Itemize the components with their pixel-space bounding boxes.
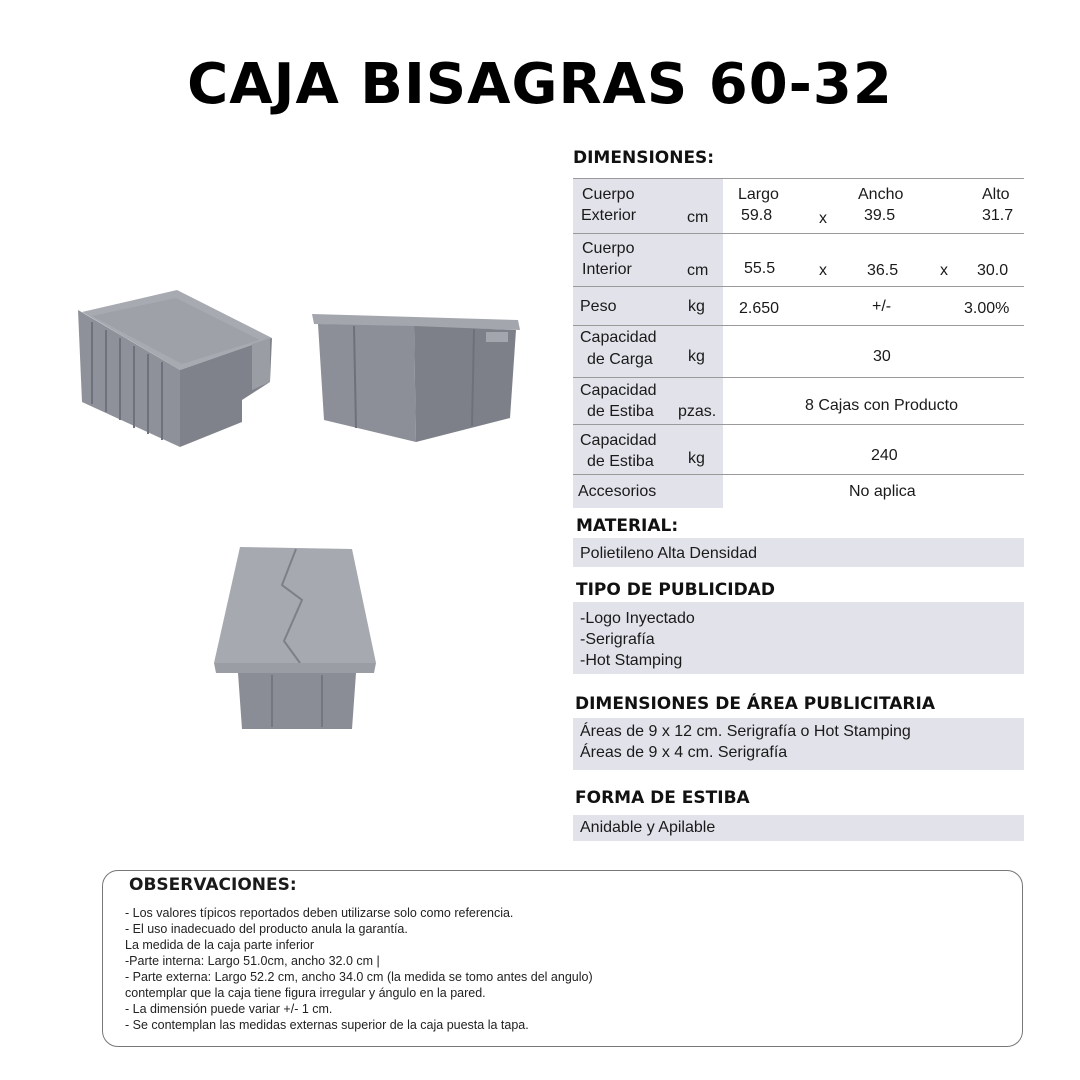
forma-value: Anidable y Apilable xyxy=(580,819,716,836)
plus-minus: +/- xyxy=(872,298,892,315)
label: Accesorios xyxy=(578,483,657,500)
box-lid-photo xyxy=(212,545,380,733)
forma-heading: FORMA DE ESTIBA xyxy=(575,788,750,808)
accesorios-value: No aplica xyxy=(849,483,916,500)
list-item: - Parte externa: Largo 52.2 cm, ancho 34.0 cm (la medida se tomo antes del angulo) xyxy=(125,970,593,984)
area-band xyxy=(573,718,1024,770)
unit: cm xyxy=(687,262,709,279)
observaciones-heading: OBSERVACIONES: xyxy=(129,875,297,895)
largo-value: 55.5 xyxy=(744,260,776,277)
list-item: Áreas de 9 x 12 cm. Serigrafía o Hot Stamping xyxy=(580,723,911,740)
header-largo: Largo xyxy=(738,186,779,203)
table-row-accesorios xyxy=(573,475,1024,508)
dimensions-table xyxy=(573,178,1024,508)
header-ancho: Ancho xyxy=(858,186,904,203)
alto-value: 30.0 xyxy=(977,262,1009,279)
area-heading: DIMENSIONES DE ÁREA PUBLICITARIA xyxy=(575,694,935,714)
unit: pzas. xyxy=(678,403,717,420)
label: de Estiba xyxy=(587,453,654,470)
list-item: contemplar que la caja tiene figura irregular y ángulo en la pared. xyxy=(125,986,486,1000)
observaciones-list xyxy=(125,905,593,1033)
unit: kg xyxy=(688,298,705,315)
unit: cm xyxy=(687,209,709,226)
list-item: - Los valores típicos reportados deben utilizarse solo como referencia. xyxy=(125,906,514,920)
ancho-value: 39.5 xyxy=(864,207,896,224)
peso-value: 2.650 xyxy=(739,300,780,317)
estiba-pzas-value: 8 Cajas con Producto xyxy=(805,397,958,414)
times-sign: x xyxy=(819,262,827,279)
label: Capacidad xyxy=(580,432,657,449)
box-open-photo xyxy=(72,282,282,452)
label: Cuerpo xyxy=(582,186,635,203)
unit: kg xyxy=(688,450,705,467)
table-row-estiba-pzas xyxy=(573,378,1024,425)
list-item: - Se contemplan las medidas externas superior de la caja puesta la tapa. xyxy=(125,1018,529,1032)
label: Capacidad xyxy=(580,329,657,346)
label: Exterior xyxy=(581,207,637,224)
largo-value: 59.8 xyxy=(741,207,773,224)
label: de Carga xyxy=(587,351,653,368)
list-item: -Hot Stamping xyxy=(580,652,683,669)
box-closed-photo xyxy=(310,310,524,448)
carga-value: 30 xyxy=(873,348,891,365)
table-row-exterior xyxy=(573,179,1024,234)
label: Cuerpo xyxy=(582,240,635,257)
times-sign: x xyxy=(819,210,827,227)
ancho-value: 36.5 xyxy=(867,262,899,279)
list-item: -Logo Inyectado xyxy=(580,610,695,627)
list-item: -Serigrafía xyxy=(580,631,655,648)
list-item: La medida de la caja parte inferior xyxy=(125,938,315,952)
list-item: - La dimensión puede variar +/- 1 cm. xyxy=(125,1002,333,1016)
unit: kg xyxy=(688,348,705,365)
tolerance-value: 3.00% xyxy=(964,300,1010,317)
page-title: CAJA BISAGRAS 60-32 xyxy=(187,52,893,117)
material-value: Polietileno Alta Densidad xyxy=(580,545,758,562)
estiba-kg-value: 240 xyxy=(871,447,898,464)
label: Capacidad xyxy=(580,382,657,399)
publicidad-heading: TIPO DE PUBLICIDAD xyxy=(576,580,775,600)
times-sign: x xyxy=(940,262,948,279)
label: Interior xyxy=(582,261,632,278)
alto-value: 31.7 xyxy=(982,207,1014,224)
list-item: - El uso inadecuado del producto anula la garantía. xyxy=(125,922,408,936)
material-heading: MATERIAL: xyxy=(576,516,679,536)
table-row-estiba-kg xyxy=(573,425,1024,475)
table-row-carga xyxy=(573,326,1024,378)
list-item: Áreas de 9 x 4 cm. Serigrafía xyxy=(580,744,788,761)
table-row-peso xyxy=(573,287,1024,326)
header-alto: Alto xyxy=(982,186,1010,203)
material-band xyxy=(573,538,1024,567)
table-row-interior xyxy=(573,234,1024,287)
list-item: -Parte interna: Largo 51.0cm, ancho 32.0 cm | xyxy=(125,954,380,968)
dimensions-heading: DIMENSIONES: xyxy=(573,148,715,168)
publicidad-band xyxy=(573,602,1024,674)
forma-band xyxy=(573,815,1024,841)
label: Peso xyxy=(580,298,617,315)
label: de Estiba xyxy=(587,403,654,420)
observaciones-box xyxy=(102,870,1023,1047)
